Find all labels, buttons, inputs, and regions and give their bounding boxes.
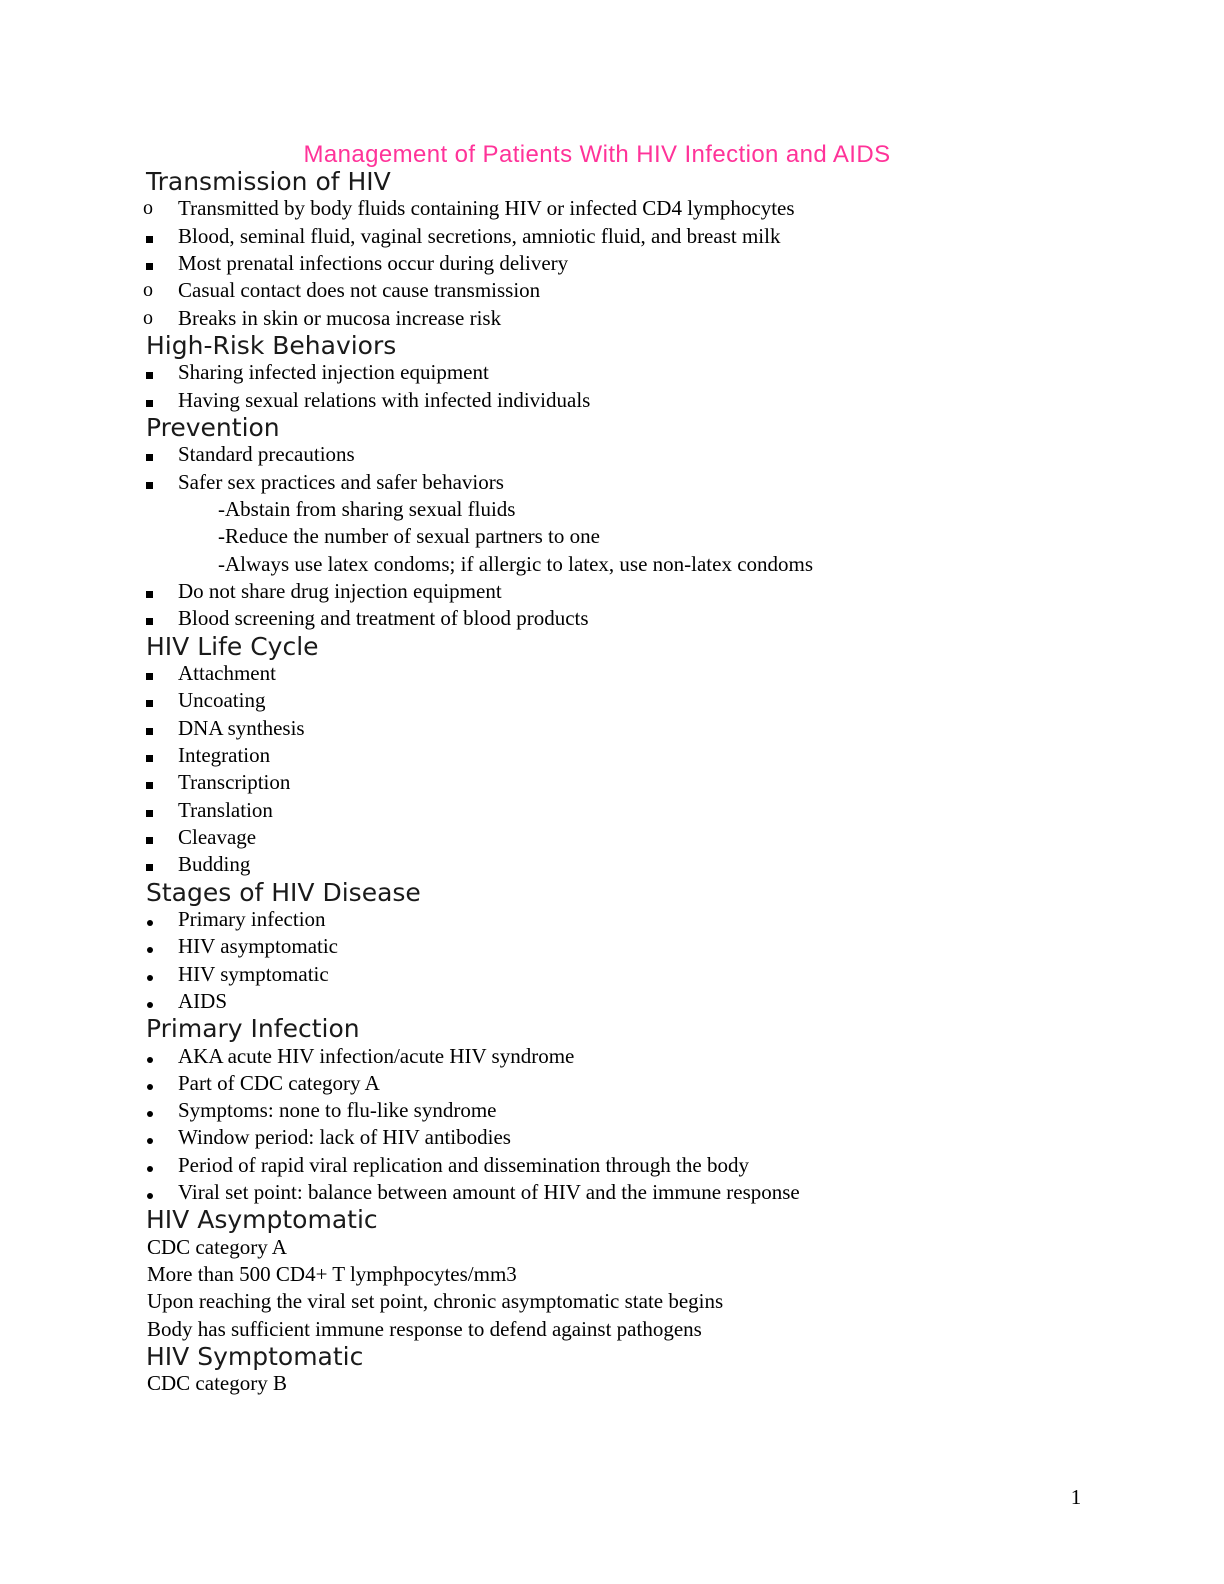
square-bullet-marker [146,755,153,762]
line-text: AIDS [178,988,228,1013]
line-text: Most prenatal infections occur during delivery [178,250,569,275]
line-text: Prevention [146,412,280,442]
document-line [0,1043,1224,1070]
document-line [0,305,1224,332]
square-bullet-marker [146,864,153,871]
line-text: High-Risk Behaviors [146,330,397,360]
square-bullet-marker [146,618,153,625]
line-text: -Abstain from sharing sexual fluids [218,496,516,521]
page-number: 1 [1070,1485,1082,1509]
line-text: AKA acute HIV infection/acute HIV syndrome [178,1043,575,1068]
line-text: -Always use latex condoms; if allergic to latex, use non-latex condoms [218,551,814,576]
document-line [0,660,1224,687]
square-bullet-marker [146,263,153,270]
line-text: Symptoms: none to flu-like syndrome [178,1098,497,1123]
document-line [0,277,1224,304]
document-line [0,551,1224,578]
document-line [0,824,1224,851]
square-bullet-marker [146,454,153,461]
line-text: Sharing infected injection equipment [178,360,489,385]
document-line [0,223,1224,250]
square-bullet-marker [146,372,153,379]
o-bullet-marker: o [143,306,153,329]
section-heading [0,332,1224,359]
line-text: HIV Asymptomatic [146,1205,378,1235]
line-text: Viral set point: balance between amount of HIV and the immune response [178,1180,800,1205]
square-bullet-marker [146,728,153,735]
line-text: Blood screening and treatment of blood products [178,606,589,631]
section-heading [0,1343,1224,1370]
line-text: Budding [178,852,251,877]
line-text: Uncoating [178,688,266,713]
section-heading [0,168,1224,195]
document-line [0,578,1224,605]
square-bullet-marker [146,482,153,489]
round-bullet-marker [147,1002,153,1008]
line-text: Period of rapid viral replication and dissemination through the body [178,1152,749,1177]
round-bullet-marker [147,1111,153,1117]
line-text: Primary infection [178,906,326,931]
document-line [0,1124,1224,1151]
round-bullet-marker [147,920,153,926]
document-line [0,387,1224,414]
line-text: Window period: lack of HIV antibodies [178,1125,511,1150]
o-bullet-marker: o [143,279,153,302]
line-text: Safer sex practices and safer behaviors [178,469,504,494]
document-line [0,1097,1224,1124]
round-bullet-marker [147,1057,153,1063]
line-text: Translation [178,797,273,822]
line-text: Cleavage [178,824,257,849]
line-text: Having sexual relations with infected individuals [178,387,591,412]
line-text: Body has sufficient immune response to defend against pathogens [147,1316,702,1341]
line-text: Part of CDC category A [178,1070,380,1095]
square-bullet-marker [146,700,153,707]
line-text: Transmitted by body fluids containing HIV or infected CD4 lymphocytes [178,196,795,221]
document-line [0,250,1224,277]
document-line [0,1152,1224,1179]
line-text: CDC category B [147,1371,287,1396]
line-text: Stages of HIV Disease [146,877,421,907]
page-title: Management of Patients With HIV Infection and AIDS [303,141,891,168]
document-line [0,769,1224,796]
section-heading [0,414,1224,441]
round-bullet-marker [147,1138,153,1144]
document-line [0,496,1224,523]
line-text: -Reduce the number of sexual partners to one [218,524,600,549]
square-bullet-marker [146,236,153,243]
line-text: HIV symptomatic [178,961,329,986]
document-line [0,1316,1224,1343]
square-bullet-marker [146,400,153,407]
document-line [0,988,1224,1015]
line-text: Blood, seminal fluid, vaginal secretions, amniotic fluid, and breast milk [178,223,781,248]
document-line [0,359,1224,386]
document-line [0,933,1224,960]
o-bullet-marker: o [143,197,153,220]
document-line [0,605,1224,632]
round-bullet-marker [147,975,153,981]
round-bullet-marker [147,947,153,953]
document-line [0,742,1224,769]
square-bullet-marker [146,810,153,817]
document-line [0,1070,1224,1097]
document-line [0,469,1224,496]
line-text: Primary Infection [146,1014,360,1044]
line-text: DNA synthesis [178,715,305,740]
document-line [0,195,1224,222]
line-text: Standard precautions [178,442,355,467]
line-text: Transcription [178,770,291,795]
document-line [0,906,1224,933]
line-text: Attachment [178,660,276,685]
document-line [0,1179,1224,1206]
line-text: HIV asymptomatic [178,934,339,959]
square-bullet-marker [146,837,153,844]
document-line [0,1288,1224,1315]
document-line [0,687,1224,714]
line-text: HIV Symptomatic [146,1342,364,1372]
section-heading [0,1015,1224,1042]
document-body [0,168,1224,1398]
document-line [0,441,1224,468]
section-heading [0,1206,1224,1233]
line-text: CDC category A [147,1234,287,1259]
document-line [0,1261,1224,1288]
round-bullet-marker [147,1193,153,1199]
line-text: More than 500 CD4+ T lymphpocytes/mm3 [147,1262,517,1287]
document-line [0,523,1224,550]
document-line [0,715,1224,742]
round-bullet-marker [147,1084,153,1090]
square-bullet-marker [146,782,153,789]
section-heading [0,633,1224,660]
line-text: Transmission of HIV [146,167,391,196]
line-text: Integration [178,742,271,767]
document-line [0,797,1224,824]
round-bullet-marker [147,1166,153,1172]
section-heading [0,879,1224,906]
document-line [0,961,1224,988]
square-bullet-marker [146,673,153,680]
line-text: Do not share drug injection equipment [178,578,502,603]
line-text: Breaks in skin or mucosa increase risk [178,305,502,330]
document-line [0,1234,1224,1261]
document-line [0,851,1224,878]
line-text: Casual contact does not cause transmission [178,278,541,303]
square-bullet-marker [146,591,153,598]
line-text: Upon reaching the viral set point, chronic asymptomatic state begins [147,1289,724,1314]
document-line [0,1370,1224,1397]
line-text: HIV Life Cycle [146,631,319,661]
